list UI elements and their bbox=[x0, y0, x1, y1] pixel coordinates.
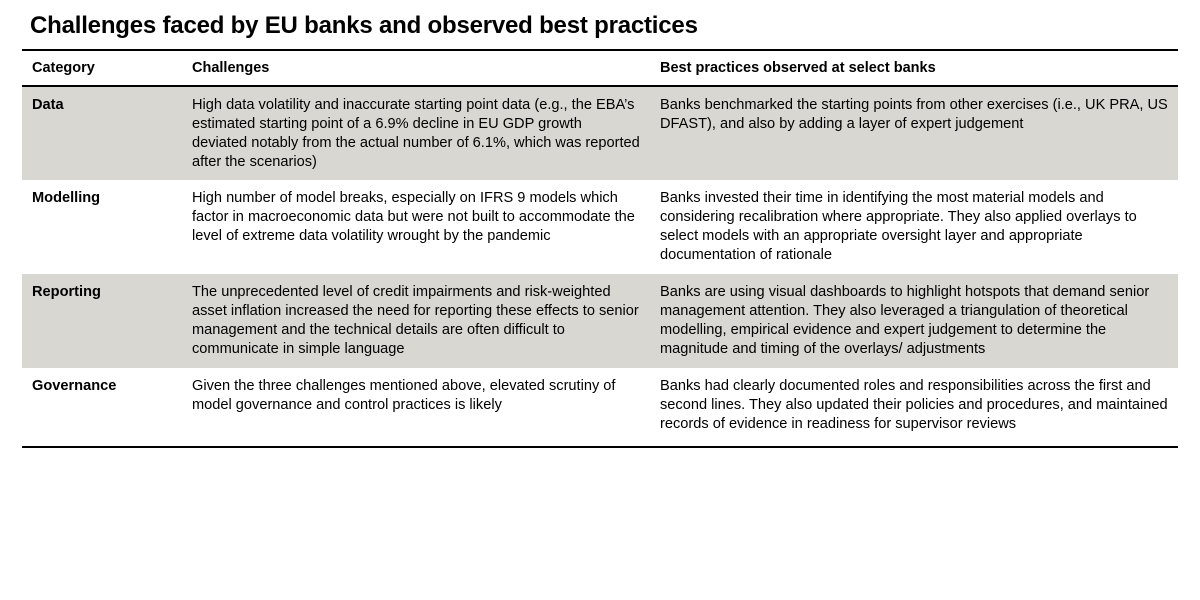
cell-best-practices: Banks benchmarked the starting points from other exercises (i.e., UK PRA, US DFAST), and also by adding a layer of expert judgement bbox=[650, 86, 1178, 181]
column-header-challenges: Challenges bbox=[182, 50, 650, 86]
cell-best-practices: Banks invested their time in identifying the most material models and considering recalibration where appropriate. They also applied overlays to select models with an appropriate oversight layer and appropriate documentation of rationale bbox=[650, 180, 1178, 274]
table-header bbox=[22, 50, 1178, 86]
challenges-table bbox=[22, 49, 1178, 447]
table-row bbox=[22, 86, 1178, 181]
cell-challenges: High data volatility and inaccurate starting point data (e.g., the EBA’s estimated starting point of a 6.9% decline in EU GDP growth deviated notably from the actual number of 6.1%, which was reported after the scenarios) bbox=[182, 86, 650, 181]
column-header-best-practices: Best practices observed at select banks bbox=[650, 50, 1178, 86]
column-header-category: Category bbox=[22, 50, 182, 86]
page-title: Challenges faced by EU banks and observed best practices bbox=[30, 12, 698, 39]
cell-category: Reporting bbox=[22, 274, 182, 368]
table-bottom-rule bbox=[22, 446, 1178, 448]
cell-category: Modelling bbox=[22, 180, 182, 274]
cell-best-practices: Banks had clearly documented roles and responsibilities across the first and second lines. They also updated their policies and procedures, and maintained records of evidence in readiness for supervisor reviews bbox=[650, 368, 1178, 446]
table-row bbox=[22, 368, 1178, 446]
table-header-row bbox=[22, 50, 1178, 86]
cell-challenges: Given the three challenges mentioned above, elevated scrutiny of model governance and control practices is likely bbox=[182, 368, 650, 446]
table-body bbox=[22, 86, 1178, 447]
cell-category: Data bbox=[22, 86, 182, 181]
table-row bbox=[22, 274, 1178, 368]
cell-best-practices: Banks are using visual dashboards to highlight hotspots that demand senior management attention. They also leveraged a triangulation of theoretical modelling, empirical evidence and expert judgement to determine the magnitude and timing of the overlays/ adjustments bbox=[650, 274, 1178, 368]
table-row bbox=[22, 180, 1178, 274]
cell-category: Governance bbox=[22, 368, 182, 446]
cell-challenges: High number of model breaks, especially on IFRS 9 models which factor in macroeconomic data but were not built to accommodate the level of extreme data volatility wrought by the pandemic bbox=[182, 180, 650, 274]
cell-challenges: The unprecedented level of credit impairments and risk-weighted asset inflation increased the need for reporting these effects to senior management and the technical details are often difficult to communicate in simple language bbox=[182, 274, 650, 368]
